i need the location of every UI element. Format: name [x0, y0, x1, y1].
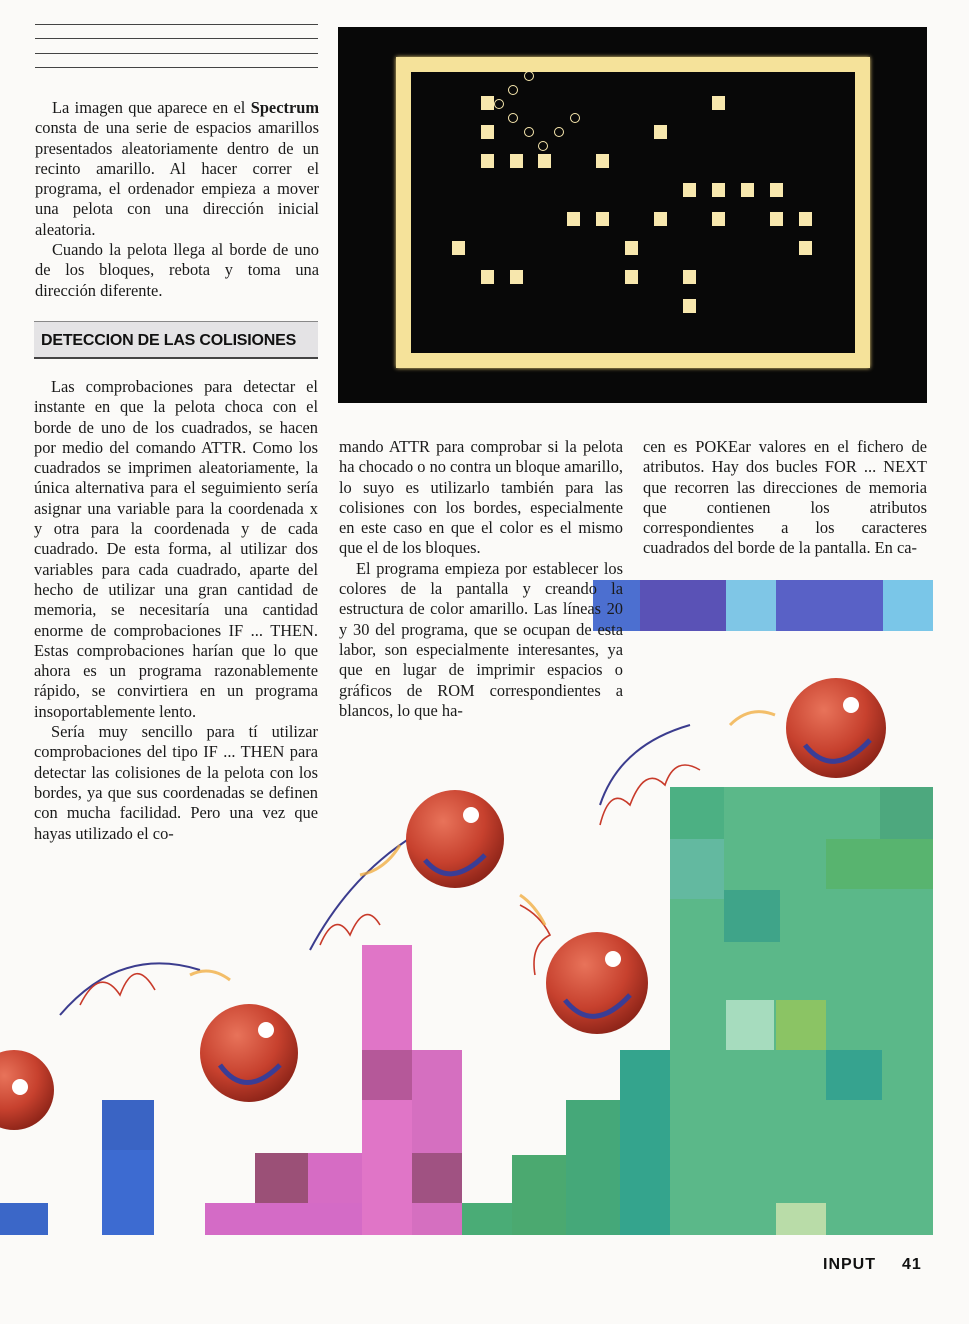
top-rule-1: [35, 24, 318, 25]
ball-trail-dot: [508, 113, 518, 123]
col3-paragraph-1: cen es POKEar valores en el fichero de atributos. Hay dos bucles FOR ... NEXT que recorren las direcciones de memoria que contienen los atributos correspondientes a los caracteres cuadrados del borde de la pantalla. En ca-: [643, 437, 927, 558]
screen-block: [481, 125, 494, 139]
spectrum-screen-photo: [338, 27, 927, 403]
screen-block: [712, 183, 725, 197]
col2-paragraph-1: mando ATTR para comprobar si la pelota ha chocado o no contra un bloque amarillo, lo suyo es utilizarlo también para las colisiones con los bordes, especialmente en este caso en que el color es el mismo que el de los bloques.: [339, 437, 624, 558]
screen-block: [654, 125, 667, 139]
ball-trail-dot: [538, 155, 548, 165]
column-3: [643, 437, 927, 559]
screen-block: [481, 96, 494, 110]
screen-block: [741, 183, 754, 197]
screen-block: [481, 270, 494, 284]
screen-block: [596, 212, 609, 226]
screen-block: [683, 270, 696, 284]
col1-paragraph-2: Sería muy sencillo para tí utilizar comprobaciones del tipo IF ... THEN para detectar las colisiones de la pelota con los bordes, ya que sus coordenadas se definen con mucha facilidad. Pero una vez que hayas utilizado el co-: [34, 722, 318, 843]
intro-paragraph-1: La imagen que aparece en el Spectrum consta de una serie de espacios amarillos presentados aleatoriamente dentro de un recinto amarillo. Al hacer correr el programa, el ordenador empieza a mover una pelota con una dirección inicial aleatoria.: [35, 98, 319, 239]
ball-trail-dot: [524, 127, 534, 137]
top-rule-2: [35, 38, 318, 39]
top-rule-3: [35, 53, 318, 54]
ball-trail-dot: [570, 113, 580, 123]
top-rule-4: [35, 67, 318, 68]
spectrum-bold: Spectrum: [250, 98, 319, 117]
magazine-name: INPUT: [823, 1256, 876, 1273]
screen-block: [799, 212, 812, 226]
column-2: [339, 437, 623, 721]
screen-block: [712, 212, 725, 226]
col1-paragraph-1: Las comprobaciones para detectar el instante en que la pelota choca con el borde de uno de los cuadrados, se hacen por medio del comando ATTR. Como los cuadrados se imprimen aleatoriamente, la única alternativa para el seguimiento sería asignar una variable para la coordenada x y otra para la coordenada y de cada cuadrado. De esta forma, al utilizar dos variables para cada cuadrado, aparte del hecho de utilizar una gran cantidad de memoria, se necesitaría una cantidad enorme de comprobaciones IF ... THEN. Estas comprobaciones harían que lo que ahora es un programa razonablemente rápido, se convirtiera en un programa insoportablemente lento.: [34, 377, 318, 721]
page-number: 41: [902, 1256, 922, 1273]
screen-block: [510, 270, 523, 284]
screen-block: [770, 212, 783, 226]
intro-text: [35, 98, 319, 301]
screen-block: [481, 154, 494, 168]
ball-trail-dot: [508, 85, 518, 95]
ball-trail-dot: [554, 127, 564, 137]
screen-block: [683, 183, 696, 197]
screen-block: [712, 96, 725, 110]
screen-block: [567, 212, 580, 226]
ball-trail-dot: [494, 99, 504, 109]
screen-block: [625, 270, 638, 284]
intro-paragraph-2: Cuando la pelota llega al borde de uno de los bloques, rebota y toma una dirección diferente.: [35, 240, 319, 300]
section-heading: DETECCION DE LAS COLISIONES: [34, 321, 318, 359]
screen-block: [625, 241, 638, 255]
screen-block: [799, 241, 812, 255]
screen-block: [770, 183, 783, 197]
col2-paragraph-2: El programa empieza por establecer los colores de la pantalla y creando la estructura de color amarillo. Las líneas 20 y 30 del programa, que se ocupan de esta labor, son especialmente interesantes, ya que en lugar de imprimir espacios o gráficos de ROM correspondientes a blancos, lo que ha-: [339, 558, 623, 720]
screen-block: [452, 241, 465, 255]
screen-block: [654, 212, 667, 226]
screen-block: [510, 154, 523, 168]
screen-block: [596, 154, 609, 168]
screen-block: [683, 299, 696, 313]
ball-trail-dot: [524, 71, 534, 81]
ball-trail-dot: [538, 141, 548, 151]
